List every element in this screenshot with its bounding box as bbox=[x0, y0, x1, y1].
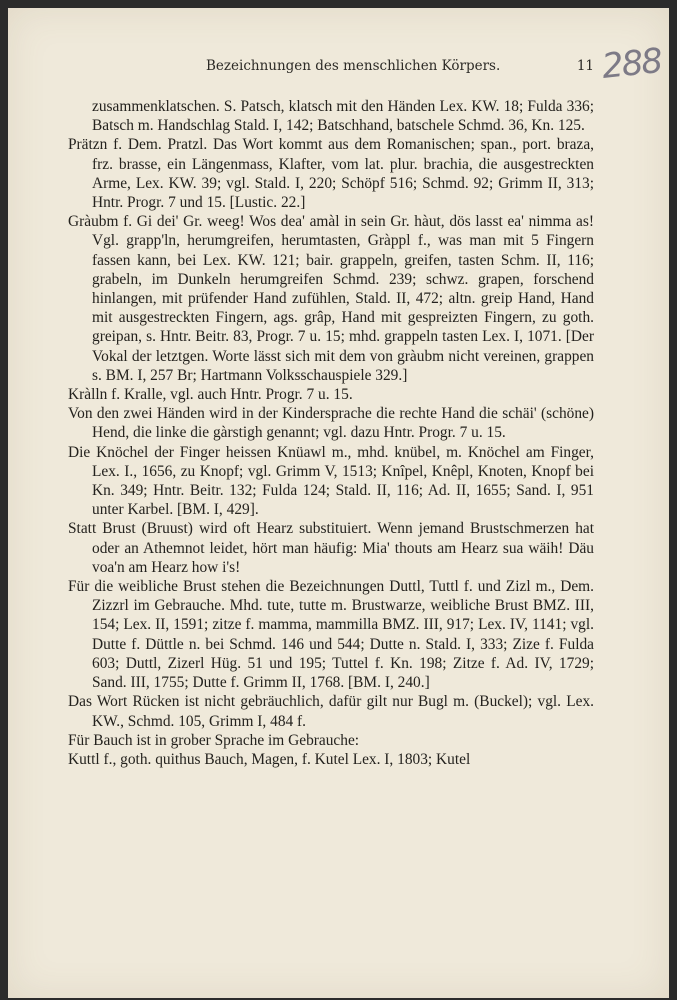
handwritten-page-note: 288 bbox=[600, 41, 663, 87]
text-paragraph: Statt Brust (Bruust) wird oft Hearz substituiert. Wenn jemand Brustschmerzen hat oder an Athemnot leidet, hört man häufig: Mia' thouts am Hearz sua wäih! Däu voa'n am Hearz how i's! bbox=[68, 520, 594, 576]
text-paragraph: Das Wort Rücken ist nicht gebräuchlich, dafür gilt nur Bugl m. (Buckel); vgl. Lex. KW., Schmd. 105, Grimm I, 484 f. bbox=[68, 693, 594, 730]
text-paragraph: Für die weibliche Brust stehen die Bezeichnungen Duttl, Tuttl f. und Zizl m., Dem. Zizzrl im Gebrauche. Mhd. tute, tutte m. Brustwarze, weibliche Brust BMZ. III, 154; Lex. II, 1591; zitze f. mamma, mammilla BMZ. III, 917; Lex. IV, 1141; vgl. Dutte f. Düttle n. bei Schmd. 146 und 544; Dutte n. Stald. I, 333; Zize f. Fulda 603; Duttl, Zizerl Hüg. 51 und 195; Tuttel f. Kn. 198; Zitze f. Ad. IV, 1729; Sand. III, 1755; Dutte f. Grimm II, 1768. [BM. I, 240.] bbox=[68, 578, 594, 692]
text-paragraph: Von den zwei Händen wird in der Kindersprache die rechte Hand die schäi' (schöne) Hend, die linke die gàrstigh genannt; vgl. dazu Hntr. Progr. 7 u. 15. bbox=[68, 405, 594, 442]
text-paragraph: zusammenklatschen. S. Patsch, klatsch mit den Händen Lex. KW. 18; Fulda 336; Batsch m. Handschlag Stald. I, 142; Batschhand, batschele Schmd. 36, Kn. 125. bbox=[92, 98, 594, 135]
text-paragraph: Prätzn f. Dem. Pratzl. Das Wort kommt aus dem Romanischen; span., port. braza, frz. brasse, ein Längenmass, Klafter, vom lat. plur. brachia, die ausgestreckten Arme, Lex. KW. 39; vgl. Stald. I, 220; Schöpf 516; Schmd. 92; Grimm II, 313; Hntr. Progr. 7 und 15. [Lustic. 22.] bbox=[68, 136, 594, 212]
text-paragraph: Die Knöchel der Finger heissen Knüawl m., mhd. knübel, m. Knöchel am Finger, Lex. I., 1656, zu Knopf; vgl. Grimm V, 1513; Knîpel, Knêpl, Knoten, Knopf bei Kn. 349; Hntr. Beitr. 132; Fulda 124; Stald. II, 116; Ad. II, 1655; Sand. I, 951 unter Karbel. [BM. I, 429]. bbox=[68, 443, 594, 519]
text-paragraph: Kuttl f., goth. quithus Bauch, Magen, f. Kutel Lex. I, 1803; Kutel bbox=[68, 750, 471, 768]
text-paragraph: Kràlln f. Kralle, vgl. auch Hntr. Progr. 7 u. 15. bbox=[68, 386, 353, 404]
book-page bbox=[8, 8, 669, 998]
running-title: Bezeichnungen des menschlichen Körpers. bbox=[206, 58, 501, 74]
page-number: 11 bbox=[576, 58, 594, 74]
page-text bbox=[68, 97, 594, 769]
text-paragraph: Gràubm f. Gi dei' Gr. weeg! Wos dea' amàl in sein Gr. hàut, dös lasst ea' nimma as! Vgl. grapp'ln, herumgreifen, herumtasten, Gràppl f., was man mit 5 Fingern fassen kann, bei Lex. KW. 121; bair. grappeln, greifen, tasten Schm. II, 116; grabeln, im Dunkeln herumgreifen Schmd. 239; schwz. grapen, forschend hinlangen, mit prüfender Hand zufühlen, Stald. II, 472; altn. greip Hand, Hand mit ausgestreckten Fingern, ags. grâp, Hand mit gespreizten Fingern, zu goth. greipan, s. Hntr. Beitr. 83, Progr. 7 u. 15; mhd. grappeln tasten Lex. I, 1071. [Der Vokal der letztgen. Worte lässt sich mit dem von gràubm nicht vereinen, grappen s. BM. I, 257 Br; Hartmann Volksschauspiele 329.] bbox=[68, 213, 594, 384]
text-paragraph: Für Bauch ist in grober Sprache im Gebrauche: bbox=[68, 731, 360, 749]
